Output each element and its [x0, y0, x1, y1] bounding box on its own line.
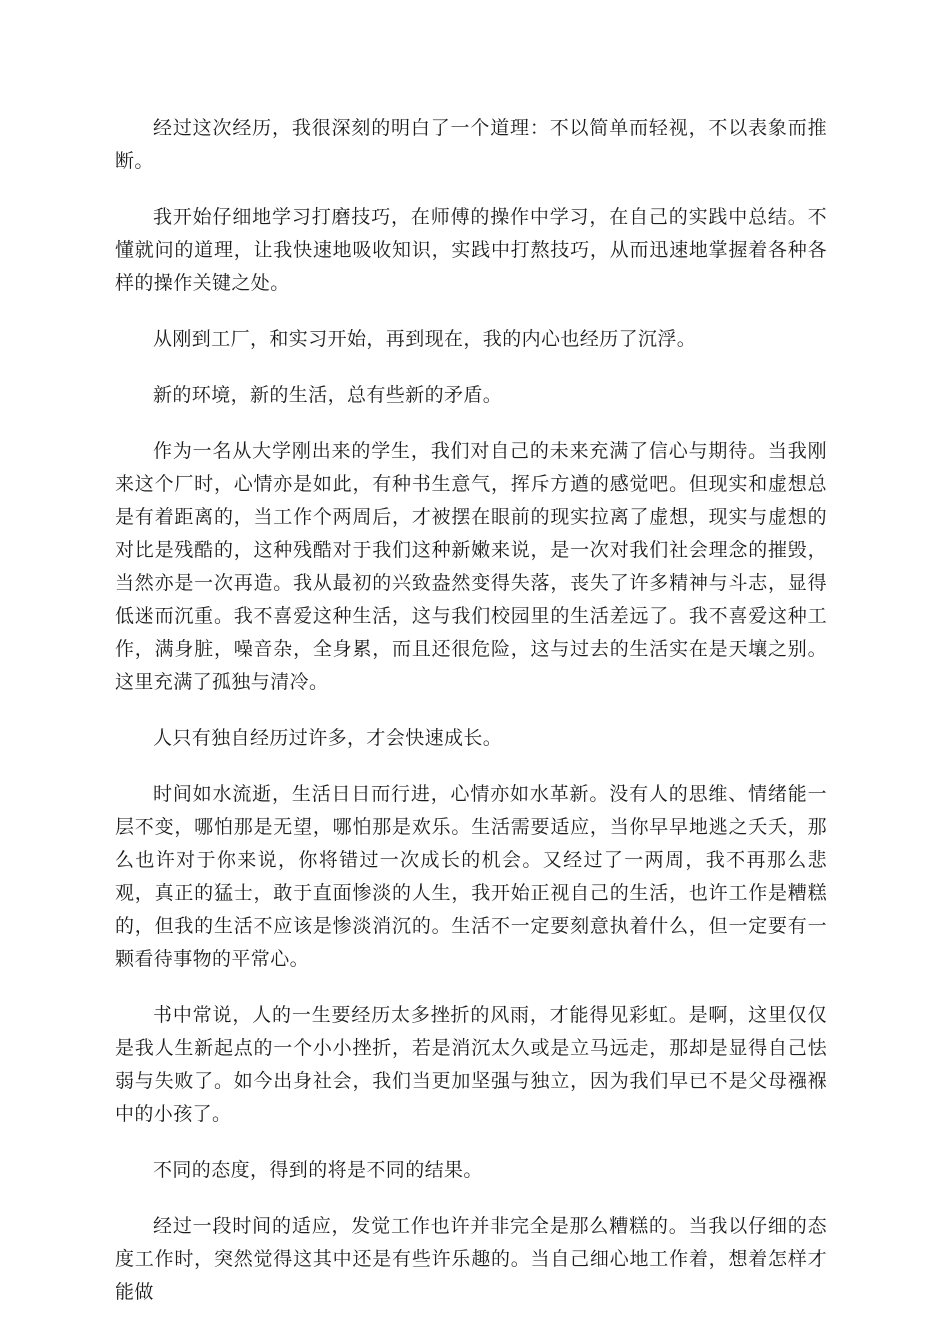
- paragraph-10: 经过一段时间的适应，发觉工作也许并非完全是那么糟糕的。当我以仔细的态度工作时，突然觉得这其中还是有些许乐趣的。当自己细心地工作着，想着怎样才能做: [115, 1215, 827, 1303]
- paragraph-6: 人只有独自经历过许多，才会快速成长。: [153, 727, 503, 749]
- paragraph-1: 经过这次经历，我很深刻的明白了一个道理：不以简单而轻视，不以表象而推断。: [115, 117, 827, 172]
- paragraph-4: 新的环境，新的生活，总有些新的矛盾。: [153, 384, 503, 406]
- paragraph-8: 书中常说，人的一生要经历太多挫折的风雨，才能得见彩虹。是啊，这里仅仅是我人生新起点的一个小小挫折，若是消沉太久或是立马远走，那却是显得自己怯弱与失败了。如今出身社会，我们当更加坚强与独立，因为我们早已不是父母襁褓中的小孩了。: [115, 1004, 827, 1125]
- paragraph-3: 从刚到工厂，和实习开始，再到现在，我的内心也经历了沉浮。: [153, 328, 697, 350]
- paragraph-5: 作为一名从大学刚出来的学生，我们对自己的未来充满了信心与期待。当我刚来这个厂时，心情亦是如此，有种书生意气，挥斥方遒的感觉吧。但现实和虚想总是有着距离的，当工作个两周后，才被摆在眼前的现实拉离了虚想，现实与虚想的对比是残酷的，这种残酷对于我们这种新嫩来说，是一次对我们社会理念的摧毁，当然亦是一次再造。我从最初的兴致盎然变得失落，丧失了许多精神与斗志，显得低迷而沉重。我不喜爱这种生活，这与我们校园里的生活差远了。我不喜爱这种工作，满身脏，噪音杂，全身累，而且还很危险，这与过去的生活实在是天壤之别。这里充满了孤独与清冷。: [115, 440, 827, 693]
- paragraph-2: 我开始仔细地学习打磨技巧，在师傅的操作中学习，在自己的实践中总结。不懂就问的道理，让我快速地吸收知识，实践中打熬技巧，从而迅速地掌握着各种各样的操作关键之处。: [115, 206, 827, 294]
- document-body: [115, 112, 827, 1332]
- paragraph-9: 不同的态度，得到的将是不同的结果。: [153, 1159, 483, 1181]
- paragraph-7: 时间如水流逝，生活日日而行进，心情亦如水革新。没有人的思维、情绪能一层不变，哪怕那是无望，哪怕那是欢乐。生活需要适应，当你早早地逃之夭夭，那么也许对于你来说，你将错过一次成长的机会。又经过了一两周，我不再那么悲观，真正的猛士，敢于直面惨淡的人生，我开始正视自己的生活，也许工作是糟糕的，但我的生活不应该是惨淡消沉的。生活不一定要刻意执着什么，但一定要有一颗看待事物的平常心。: [115, 783, 827, 970]
